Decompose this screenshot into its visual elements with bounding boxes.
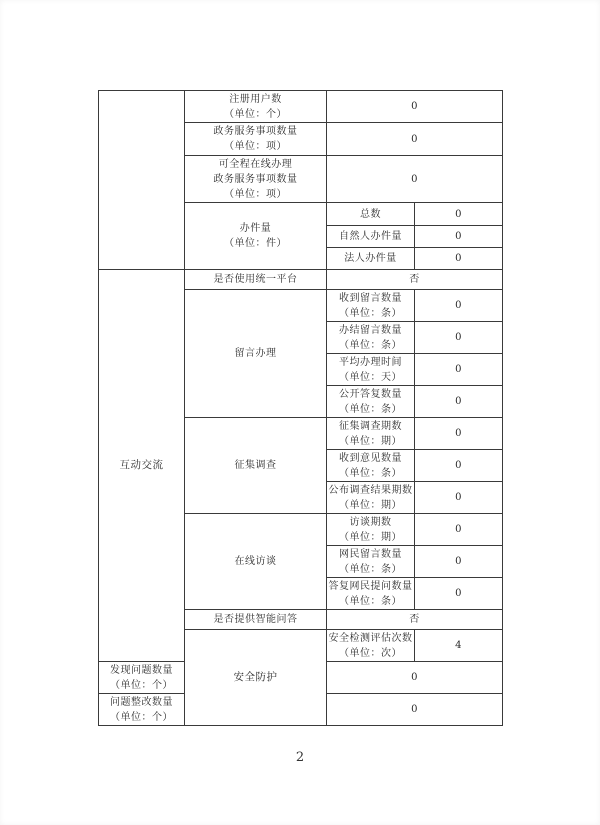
online-items-value: 0 (327, 156, 503, 203)
messages-received-value: 0 (415, 290, 503, 322)
unified-platform-label: 是否使用统一平台 (185, 270, 327, 290)
issues-found-label: 发现问题数量 （单位：个） (99, 662, 185, 694)
survey-results-label: 公布调查结果期数 （单位：期） (327, 482, 415, 514)
messages-label: 留言办理 (185, 290, 327, 418)
service-items-label: 政务服务事项数量 （单位：项） (185, 123, 327, 156)
interview-periods-value: 0 (415, 514, 503, 546)
issues-fixed-label: 问题整改数量 （单位：个） (99, 694, 185, 726)
survey-periods-label: 征集调查期数 （单位：期） (327, 418, 415, 450)
messages-public-reply-label: 公开答复数量 （单位：条） (327, 386, 415, 418)
interview-messages-label: 网民留言数量 （单位：条） (327, 546, 415, 578)
smart-qa-label: 是否提供智能问答 (185, 610, 327, 630)
online-items-label: 可全程在线办理 政务服务事项数量 （单位：项） (185, 156, 327, 203)
handled-natural-person-label: 自然人办件量 (327, 226, 415, 248)
interview-messages-value: 0 (415, 546, 503, 578)
interview-replies-label: 答复网民提问数量 （单位：条） (327, 578, 415, 610)
survey-opinions-value: 0 (415, 450, 503, 482)
handled-total-value: 0 (415, 203, 503, 226)
messages-avg-time-label: 平均办理时间 （单位：天） (327, 354, 415, 386)
registered-users-value: 0 (327, 91, 503, 123)
page-number: 2 (295, 750, 305, 765)
survey-periods-value: 0 (415, 418, 503, 450)
registered-users-label: 注册用户数 （单位：个） (185, 91, 327, 123)
issues-fixed-value: 0 (327, 694, 503, 726)
category-interaction: 互动交流 (99, 270, 185, 662)
smart-qa-value: 否 (327, 610, 503, 630)
category-cell-blank (99, 91, 185, 270)
messages-closed-value: 0 (415, 322, 503, 354)
handled-label: 办件量 （单位：件） (185, 203, 327, 270)
handled-legal-person-value: 0 (415, 248, 503, 270)
issues-found-value: 0 (327, 662, 503, 694)
category-security: 安全防护 (185, 630, 327, 726)
handled-legal-person-label: 法人办件量 (327, 248, 415, 270)
security-checks-value: 4 (415, 630, 503, 662)
unified-platform-value: 否 (327, 270, 503, 290)
interview-replies-value: 0 (415, 578, 503, 610)
messages-public-reply-value: 0 (415, 386, 503, 418)
handled-natural-person-value: 0 (415, 226, 503, 248)
survey-opinions-label: 收到意见数量 （单位：条） (327, 450, 415, 482)
survey-label: 征集调查 (185, 418, 327, 514)
messages-received-label: 收到留言数量 （单位：条） (327, 290, 415, 322)
survey-results-value: 0 (415, 482, 503, 514)
interview-label: 在线访谈 (185, 514, 327, 610)
statistics-table (98, 90, 503, 726)
handled-total-label: 总数 (327, 203, 415, 226)
interview-periods-label: 访谈期数 （单位：期） (327, 514, 415, 546)
security-checks-label: 安全检测评估次数 （单位：次） (327, 630, 415, 662)
messages-closed-label: 办结留言数量 （单位：条） (327, 322, 415, 354)
messages-avg-time-value: 0 (415, 354, 503, 386)
service-items-value: 0 (327, 123, 503, 156)
